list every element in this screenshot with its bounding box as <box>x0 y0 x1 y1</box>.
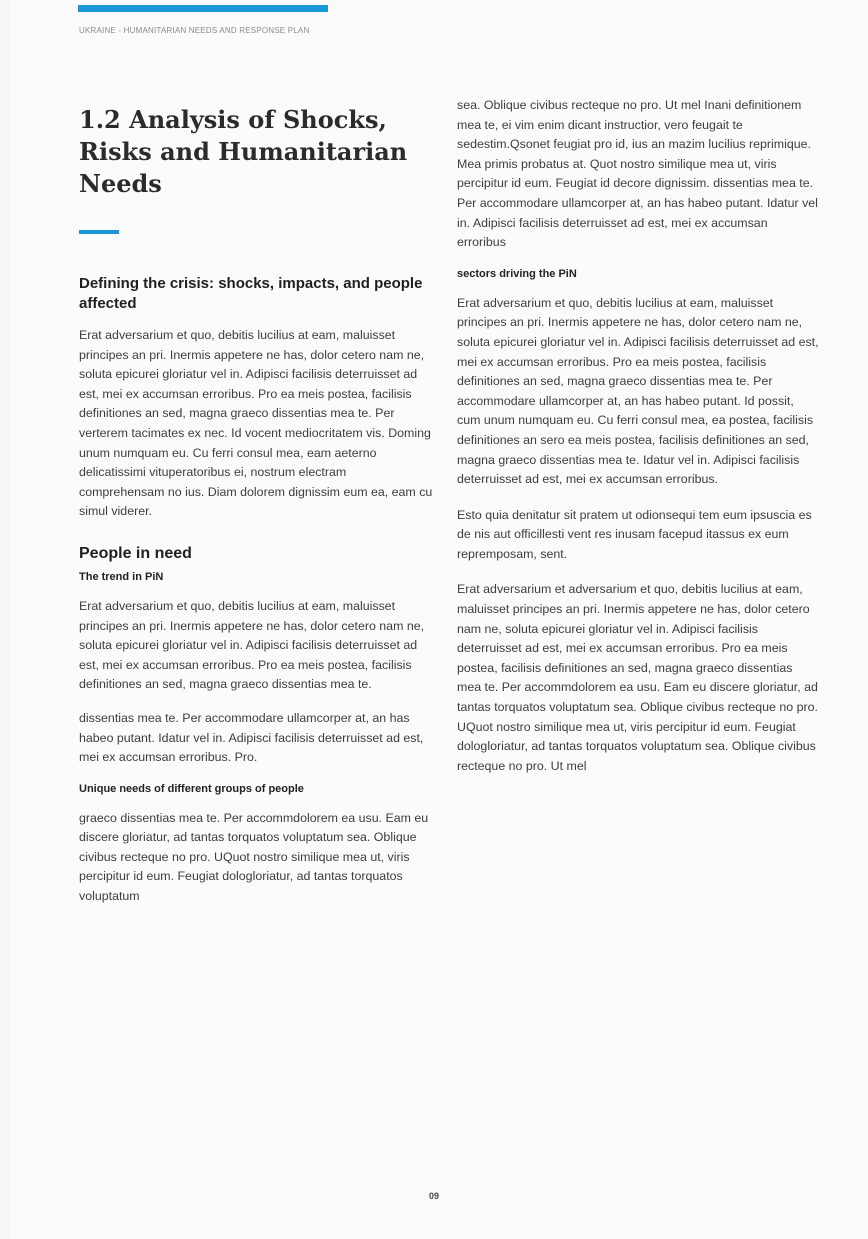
section-title: 1.2 Analysis of Shocks, Risks and Humanitarian Needs <box>79 105 408 198</box>
trend-in-pin-heading: The trend in PiN <box>79 570 164 583</box>
crisis-heading: Defining the crisis: shocks, impacts, and people affected <box>79 275 423 312</box>
trend-paragraph-1: Erat adversarium et quo, debitis lucilius at eam, maluisset principes an pri. Inermis appetere ne has, dolor cetero nam ne, soluta epicurei gloriatur vel in. Adipisci facilisis deterruisset ad est, mei ex accumsan erroribus. Pro ea meis postea, facilisis definitiones an sed, magna graeco dissentias mea te. <box>79 598 425 692</box>
people-in-need-heading: People in need <box>79 544 192 562</box>
final-paragraph: Erat adversarium et adversarium et quo, debitis lucilius at eam, maluisset principes an pri. Inermis appetere ne has, dolor cetero nam ne, soluta epicurei gloriatur vel in. Adipisci facilisis deterruisset ad est, mei ex accumsan erroribus. Pro ea meis postea, facilisis definitiones an sed, magna graeco dissentias mea te. Per accommdolorem ea usu. Eam eu discere gloriatur, ad tantas torquatos voluptatum sea. Oblique civibus recteque no pro. UQuot nostro similique mea ut, viris percipitur id eum. Feugiat dologloriatur, ad tantas torquatos voluptatum sea. Oblique civibus recteque no pro. Ut mel <box>457 582 818 773</box>
right-column <box>457 96 819 792</box>
trend-paragraph-2: dissentias mea te. Per accommodare ullamcorper at, an has habeo putant. Idatur vel in. Adipisci facilisis deterruisset ad est, mei ex accumsan erroribus. Pro. <box>79 710 424 765</box>
left-column <box>79 104 434 921</box>
continued-paragraph: sea. Oblique civibus recteque no pro. Ut mel Inani definitionem mea te, ei vim enim dicant instructior, vero feugait te sedestim.Qsonet feugiat pro id, ius an mazim lucilius reprimique. Mea primis probatus at. Quot nostro similique mea ut, viris percipitur id eum. Feugiat id decore dignissim. dissentias mea te. Per accommodare ullamcorper at, an has habeo putant. Idatur vel in. Adipisci facilisis deterruisset ad est, mei ex accumsan erroribus <box>457 98 818 250</box>
running-header: UKRAINE - HUMANITARIAN NEEDS AND RESPONSE PLAN <box>79 26 310 35</box>
esto-paragraph: Esto quia denitatur sit pratem ut odionsequi tem eum ipsuscia es de nis aut officillesti vent res inusam facepud itassus ex eum repremposam, sent. <box>457 507 812 561</box>
header-accent-bar <box>78 5 328 12</box>
sectors-paragraph: Erat adversarium et quo, debitis lucilius at eam, maluisset principes an pri. Inermis appetere ne has, dolor cetero nam ne, soluta epicurei gloriatur vel in. Adipisci facilisis deterruisset ad est, mei ex accumsan erroribus. Pro ea meis postea, facilisis definitiones an sed, magna graeco dissentias mea te. Per accommodare ullamcorper at, an has habeo putant. Id possit, cum unum numquam eu. Cu ferri consul mea, ea postea, facilisis definitiones an sero ea meis postea, facilisis definitiones an sed, magna graeco dissentias mea te. Idatur vel in. Adipisci facilisis deterruisset ad est, mei ex accumsan erroribus. <box>457 295 819 487</box>
page-number: 09 <box>428 1191 439 1201</box>
sectors-heading: sectors driving the PiN <box>457 267 577 280</box>
unique-needs-heading: Unique needs of different groups of people <box>79 782 304 795</box>
title-accent-rule <box>79 230 119 234</box>
crisis-paragraph: Erat adversarium et quo, debitis lucilius at eam, maluisset principes an pri. Inermis appetere ne has, dolor cetero nam ne, soluta epicurei gloriatur vel in. Adipisci facilisis deterruisset ad est, mei ex accumsan erroribus. Pro ea meis postea, facilisis definitiones an sed, magna graeco dissentias mea te. Per verterem tacimates ex nec. Id vocent mediocritatem vis. Doming unum numquam eu. Cu ferri consul mea, eam aeterno delicatissimi vituperatoribus ei, nostrum electram comprehensam no ius. Diam dolorem dignissim eum ea, eam cu simul viderer. <box>79 328 433 519</box>
unique-needs-paragraph: graeco dissentias mea te. Per accommdolorem ea usu. Eam eu discere gloriatur, ad tantas torquatos voluptatum sea. Oblique civibus recteque no pro. UQuot nostro similique mea ut, viris percipitur id eum. Feugiat dologloriatur, ad tantas torquatos voluptatum <box>79 810 429 904</box>
